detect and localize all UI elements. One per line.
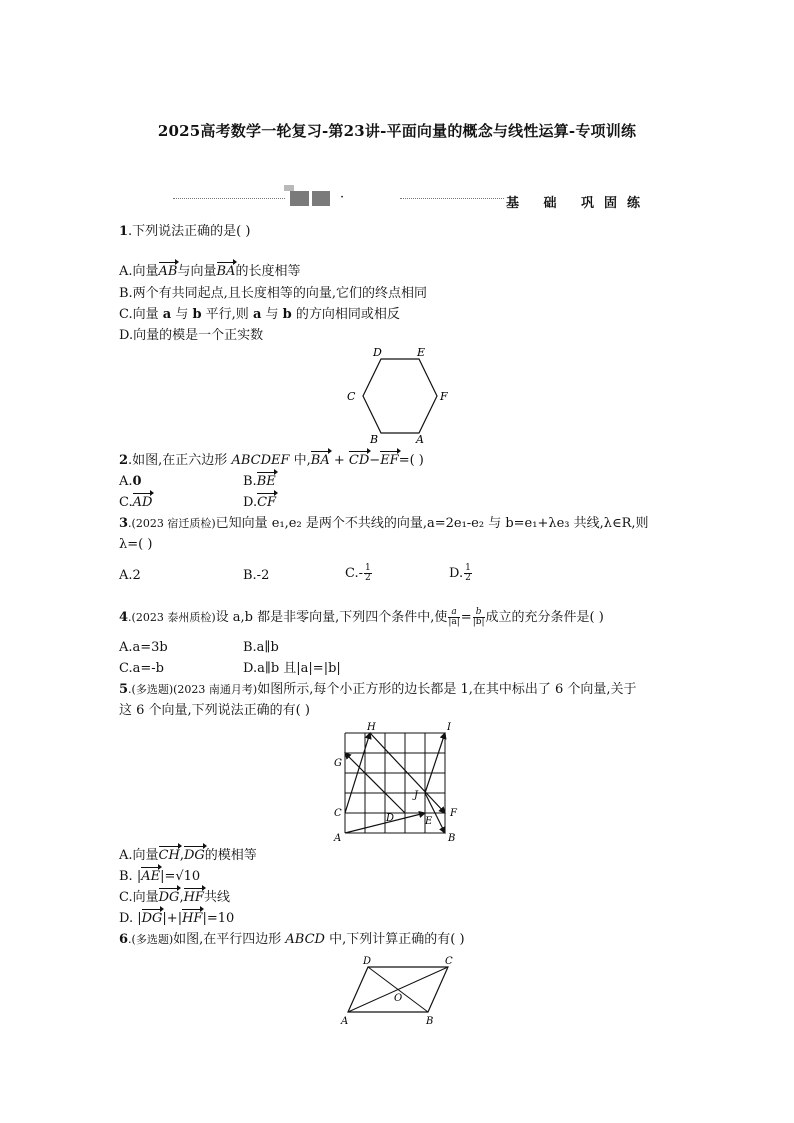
question-5-option-a: A.向量CH,DG的模相等: [119, 848, 257, 863]
question-2-stem: 2.如图,在正六边形 ABCDEF 中,BA + CD−EF=( ): [119, 453, 424, 468]
vector-grid-figure: [332, 720, 462, 844]
question-4-option-d: D.a∥b 且|a|=|b|: [243, 661, 341, 676]
banner-decor-block: [290, 191, 309, 206]
question-4-option-b: B.a∥b: [243, 640, 279, 655]
grid-label-e: E: [425, 816, 433, 827]
banner-dotted-line-right: [400, 198, 504, 199]
question-4-option-a: A.a=3b: [119, 640, 168, 655]
grid-label-i: I: [447, 722, 451, 733]
grid-label-b: B: [448, 833, 456, 844]
question-4-stem: 4.(2023 泰州质检)设 a,b 都是非零向量,下列四个条件中,使 $\frac{a}{|a|}$ = $\frac{b}{|b|}$ 成立的充分条件是( ): [119, 607, 604, 627]
section-heading: 基 础 巩固练: [506, 196, 651, 211]
banner-dot: ·: [340, 190, 345, 205]
hexagon-label-e: E: [417, 346, 426, 359]
parallelogram-label-a: A: [341, 1016, 349, 1027]
question-1-option-b: B.两个有共同起点,且长度相等的向量,它们的终点相同: [119, 286, 427, 301]
hexagon-figure: [340, 342, 460, 450]
hexagon-label-c: C: [347, 390, 356, 403]
question-2-option-b: B.BE: [243, 474, 276, 489]
question-3-option-a: A.2: [119, 568, 141, 583]
question-3-option-c: C.- $\frac{1}{2}$: [345, 563, 371, 583]
question-5-stem: 5.(多选题)(2023 南通月考)如图所示,每个小正方形的边长都是 1,在其中标出了 6 个向量,关于: [119, 682, 637, 697]
parallelogram-label-d: D: [363, 956, 372, 967]
question-3-option-d: D. $\frac{1}{2}$: [449, 563, 471, 583]
grid-label-g: G: [334, 758, 342, 769]
parallelogram-figure: [336, 952, 466, 1028]
vector-ji: [425, 733, 445, 793]
question-1-stem: 1.下列说法正确的是( ): [119, 224, 251, 239]
page-title: 2025高考数学一轮复习-第23讲-平面向量的概念与线性运算-专项训练: [157, 122, 637, 140]
grid-label-a: A: [334, 833, 342, 844]
question-5-stem-line-2: 这 6 个向量,下列说法正确的有( ): [119, 703, 310, 718]
hexagon-shape: [363, 359, 437, 433]
question-5-option-c: C.向量DG,HF共线: [119, 890, 230, 905]
banner-decor-block: [312, 191, 330, 206]
hexagon-label-d: D: [373, 346, 382, 359]
grid-label-c: C: [334, 808, 342, 819]
hexagon-label-a: A: [416, 433, 424, 446]
grid-label-d: D: [386, 813, 395, 824]
question-3-stem-line-2: λ=( ): [119, 537, 153, 552]
diagonal-bd: [368, 967, 428, 1012]
question-1-option-c: C.向量 a 与 b 平行,则 a 与 b 的方向相同或相反: [119, 307, 400, 322]
question-2-option-d: D.CF: [243, 495, 277, 510]
grid-label-h: H: [367, 722, 376, 733]
question-1-option-d: D.向量的模是一个正实数: [119, 328, 264, 343]
question-5-option-d: D. |DG|+|HF|=10: [119, 911, 235, 926]
question-6-stem: 6.(多选题)如图,在平行四边形 ABCD 中,下列计算正确的有( ): [119, 932, 465, 947]
grid-label-j: J: [414, 790, 419, 801]
hexagon-label-f: F: [440, 390, 448, 403]
question-2-option-a: A.0: [119, 474, 142, 489]
parallelogram-label-b: B: [426, 1016, 434, 1027]
grid-label-f: F: [450, 808, 457, 819]
hexagon-label-b: B: [370, 433, 379, 446]
parallelogram-label-o: O: [394, 993, 403, 1004]
question-3-option-b: B.-2: [243, 568, 270, 583]
question-4-option-c: C.a=-b: [119, 661, 164, 676]
question-3-stem: 3.(2023 宿迁质检)已知向量 e₁,e₂ 是两个不共线的向量,a=2e₁-e₂ 与 b=e₁+λe₃ 共线,λ∈R,则: [119, 516, 649, 531]
banner-dotted-line-left: [173, 198, 285, 199]
parallelogram-label-c: C: [445, 956, 453, 967]
question-1-option-a: A.向量AB与向量BA的长度相等: [119, 264, 301, 279]
question-5-option-b: B. |AE|=√10: [119, 869, 201, 884]
question-2-option-c: C.AD: [119, 495, 153, 510]
